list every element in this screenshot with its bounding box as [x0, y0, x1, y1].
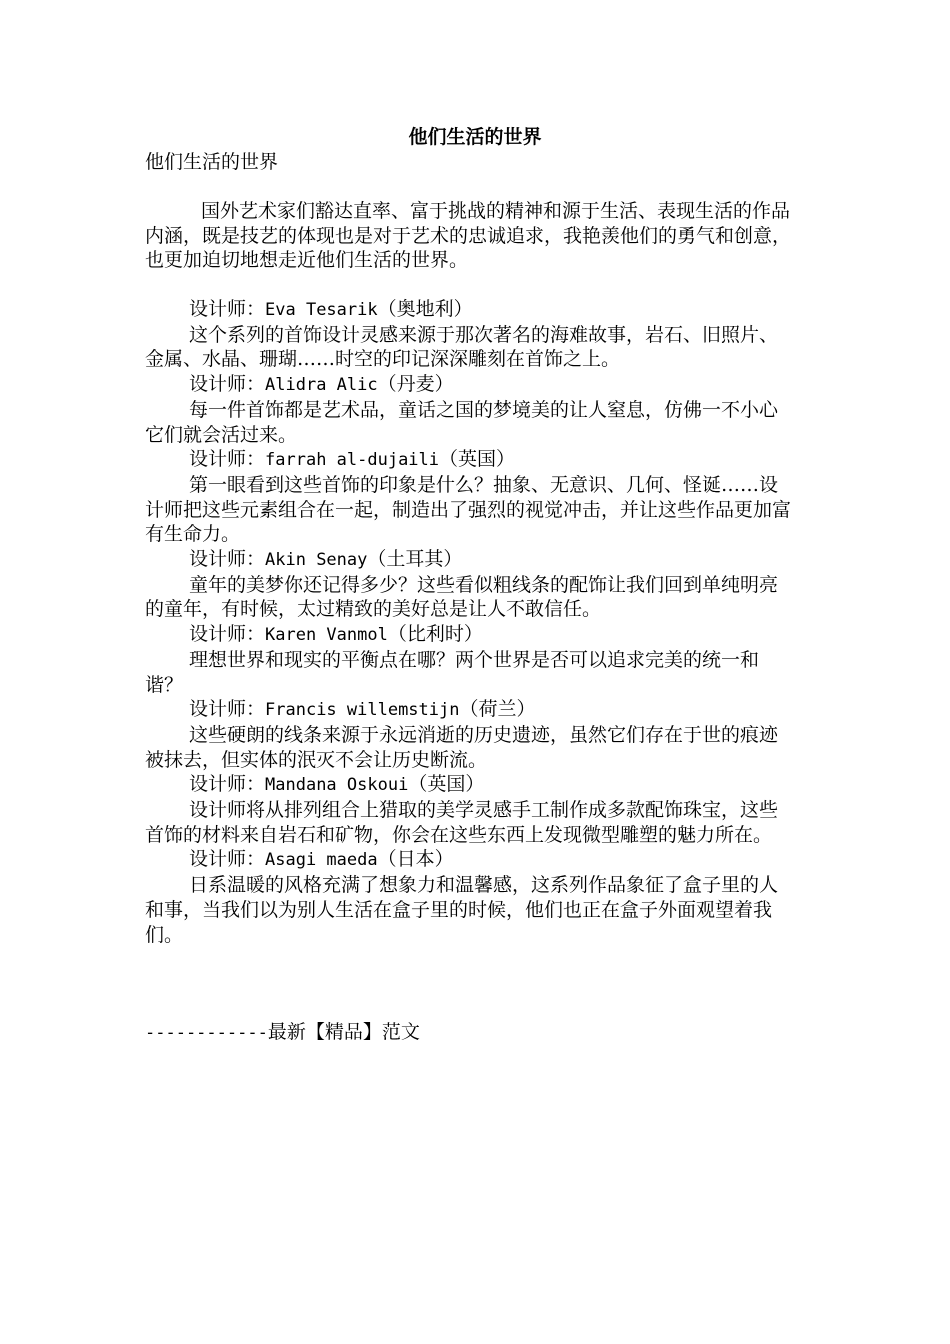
designer-heading [145, 847, 793, 873]
designer-name: Asagi maeda [265, 850, 378, 871]
designer-label: 设计师： [189, 448, 266, 471]
designer-label: 设计师： [189, 773, 266, 796]
designer-name: Mandana Oskoui [265, 775, 409, 796]
designer-name: Eva Tesarik [265, 300, 378, 320]
footer-dashes: ------------ [145, 1023, 268, 1043]
designer-description: 这些硬朗的线条来源于永远消逝的历史遗迹，虽然它们存在于世的痕迹被抹去，但实体的泯灭不会让历史断流。 [145, 723, 779, 771]
designer-description: 童年的美梦你还记得多少？这些看似粗线条的配饰让我们回到单纯明亮的童年，有时候，太过精致的美好总是让人不敢信任。 [145, 573, 779, 621]
designer-heading [145, 297, 793, 323]
designer-description: 设计师将从排列组合上猎取的美学灵感手工制作成多款配饰珠宝，这些首饰的材料来自岩石和矿物，你会在这些东西上发现微型雕塑的魅力所在。 [145, 799, 779, 846]
designer-heading [145, 697, 793, 723]
footer-text: 最新【精品】范文 [267, 1021, 420, 1043]
designer-name: Karen Vanmol [265, 625, 388, 646]
designer-heading [145, 547, 793, 573]
designer-name: Akin Senay [265, 550, 368, 571]
designer-country: （比利时） [387, 623, 483, 646]
designer-label: 设计师： [189, 298, 266, 320]
designer-heading [145, 372, 793, 398]
designer-name: Alidra Alic [265, 375, 378, 396]
designer-description: 理想世界和现实的平衡点在哪？两个世界是否可以追求完美的统一和谐？ [145, 648, 760, 696]
document-title: 他们生活的世界 [408, 126, 542, 148]
designer-country: （奥地利） [377, 298, 473, 320]
designer-description: 每一件首饰都是艺术品，童话之国的梦境美的让人窒息，仿佛一不小心它们就会活过来。 [145, 398, 779, 446]
designer-label: 设计师： [189, 698, 266, 721]
designer-label: 设计师： [189, 548, 266, 571]
designer-name: farrah al-dujaili [265, 450, 440, 471]
designer-country: （英国） [408, 773, 485, 796]
designer-label: 设计师： [189, 623, 266, 646]
designer-country: （日本） [377, 848, 454, 871]
intro-paragraph: 国外艺术家们豁达直率、富于挑战的精神和源于生活、表现生活的作品内涵，既是技艺的体现也是对于艺术的忠诚追求，我艳羡他们的勇气和创意，也更加迫切地想走近他们生活的世界。 [145, 200, 792, 272]
designer-country: （英国） [439, 448, 516, 471]
designer-heading [145, 622, 793, 648]
designer-heading [145, 447, 793, 473]
designer-name: Francis willemstijn [265, 700, 460, 721]
designer-description: 日系温暖的风格充满了想象力和温馨感，这系列作品象征了盒子里的人和事，当我们以为别人生活在盒子里的时候，他们也正在盒子外面观望着我们。 [145, 874, 779, 946]
designer-label: 设计师： [189, 373, 266, 396]
designer-heading [145, 772, 793, 798]
designer-list [145, 297, 793, 947]
footer-line [145, 1019, 805, 1046]
designer-country: （荷兰） [459, 698, 536, 721]
designer-country: （土耳其） [367, 548, 463, 571]
designer-country: （丹麦） [377, 373, 454, 396]
designer-description: 第一眼看到这些首饰的印象是什么？抽象、无意识、几何、怪诞……设计师把这些元素组合在一起，制造出了强烈的视觉冲击，并让这些作品更加富有生命力。 [145, 473, 792, 546]
designer-description: 这个系列的首饰设计灵感来源于那次著名的海难故事，岩石、旧照片、金属、水晶、珊瑚……时空的印记深深雕刻在首饰之上。 [145, 323, 779, 371]
document-subtitle: 他们生活的世界 [145, 151, 279, 173]
designer-label: 设计师： [189, 848, 266, 871]
